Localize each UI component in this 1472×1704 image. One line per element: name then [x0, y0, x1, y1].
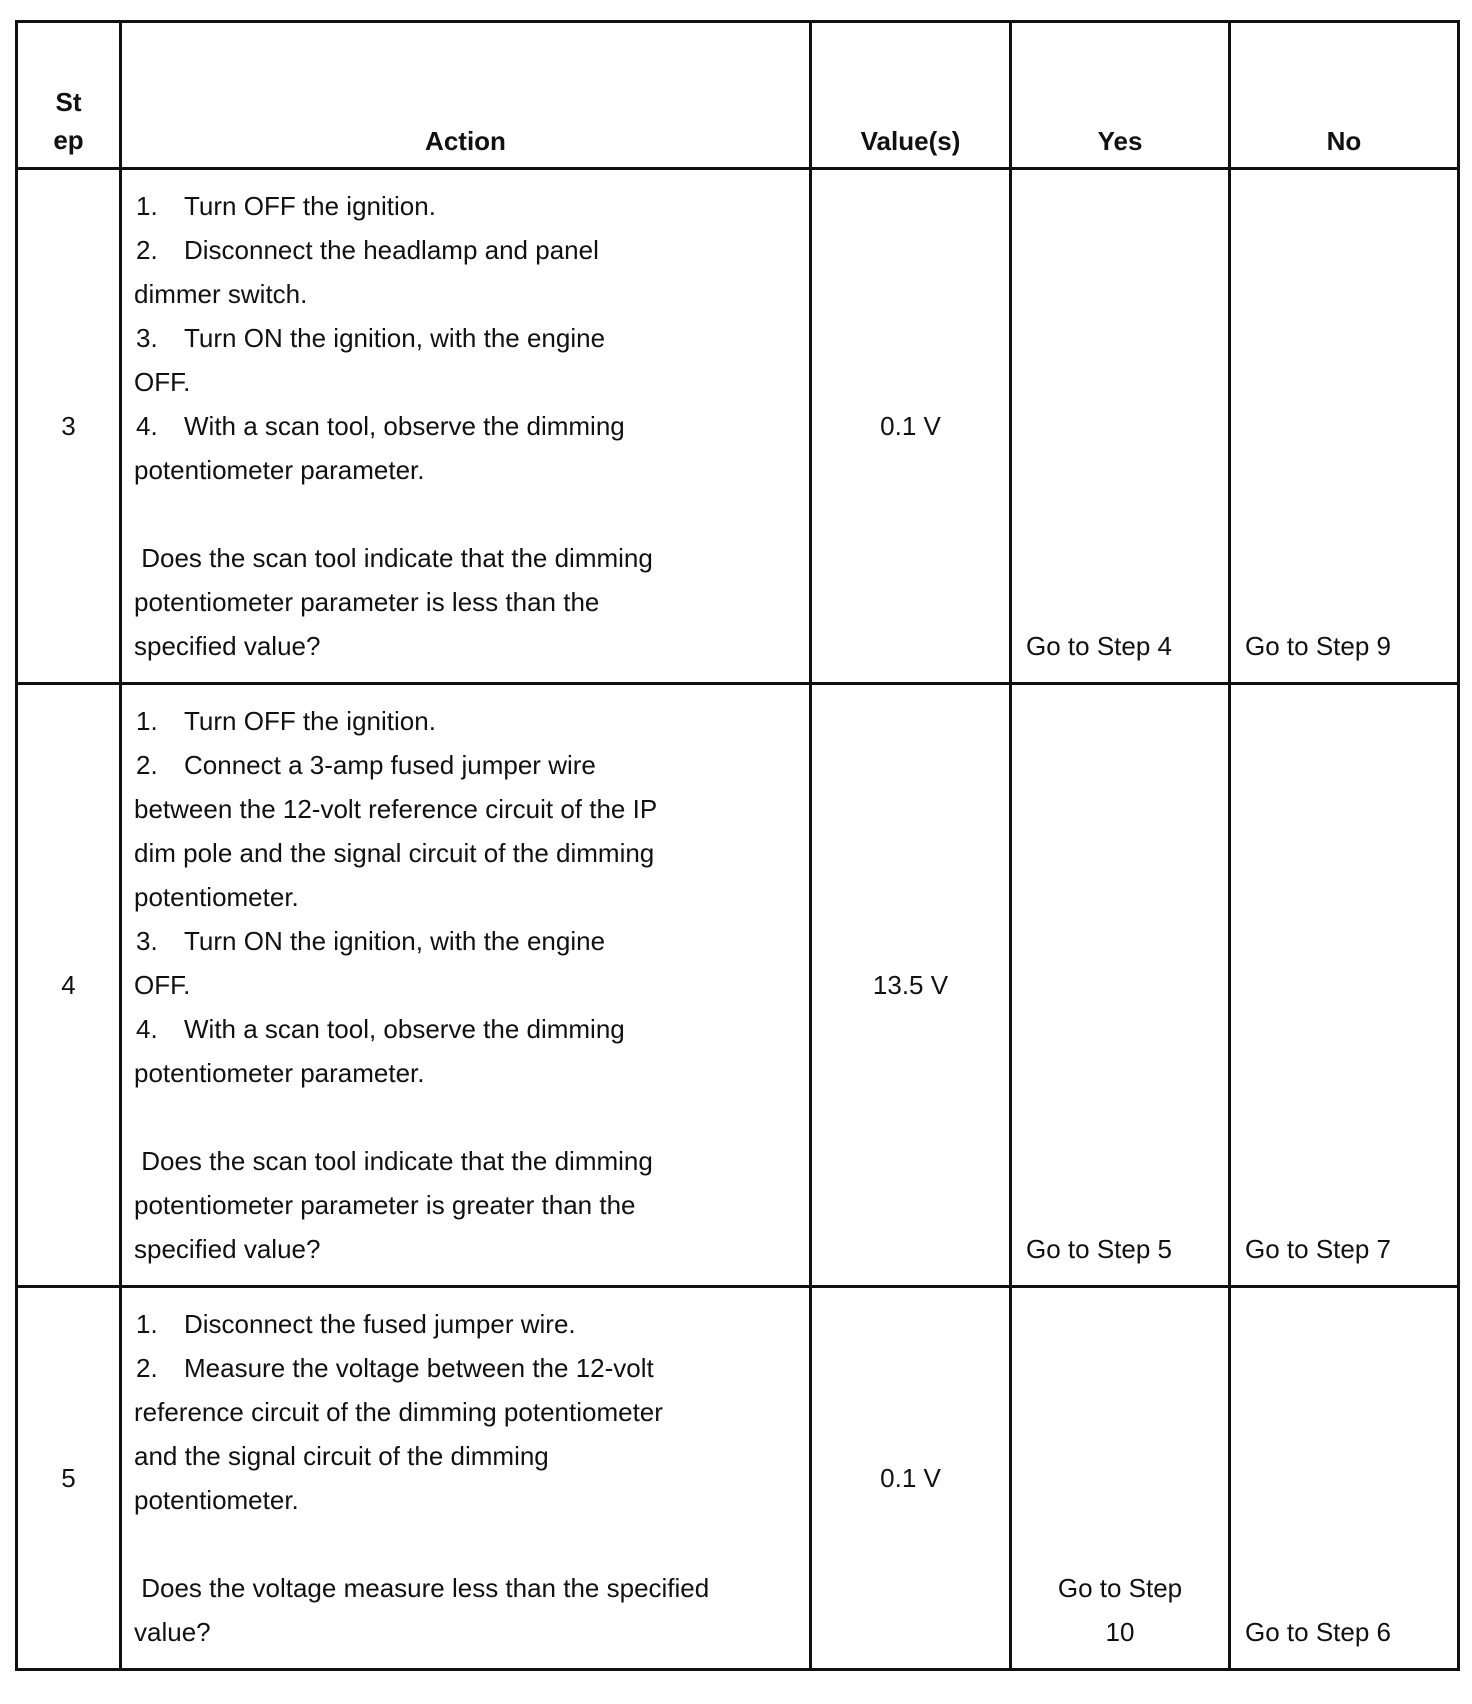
action-line: 1. Turn OFF the ignition. — [136, 706, 436, 736]
yes-text-line1: Go to Step — [1057, 1573, 1183, 1603]
yes-text: Go to Step 4 — [1026, 631, 1172, 661]
action-line: potentiometer. — [134, 882, 299, 912]
action-line: OFF. — [134, 367, 191, 397]
action-line: 1. Turn OFF the ignition. — [136, 191, 436, 221]
action-line: reference circuit of the dimming potentiometer — [134, 1397, 663, 1427]
no-cell: Go to Step 7 — [1230, 684, 1459, 1287]
action-line: 2. Disconnect the headlamp and panel — [136, 235, 599, 265]
header-step-line1: St — [55, 87, 82, 117]
no-cell: Go to Step 6 — [1230, 1287, 1459, 1670]
action-line: 2. Measure the voltage between the 12-volt — [136, 1353, 654, 1383]
header-values: Value(s) — [811, 22, 1011, 169]
value-cell: 0.1 V — [811, 1287, 1011, 1670]
action-line: potentiometer parameter. — [134, 1058, 425, 1088]
action-line: 1. Disconnect the fused jumper wire. — [136, 1309, 576, 1339]
action-line: dimmer switch. — [134, 279, 308, 309]
table-row — [17, 169, 1459, 684]
header-yes: Yes — [1011, 22, 1230, 169]
diagnostic-table-container — [15, 20, 1457, 1671]
no-cell: Go to Step 9 — [1230, 169, 1459, 684]
question-line: Does the scan tool indicate that the dimming — [134, 543, 653, 573]
question-line: Does the voltage measure less than the specified — [134, 1573, 710, 1603]
action-line: dim pole and the signal circuit of the dimming — [134, 838, 655, 868]
header-action: Action — [121, 22, 811, 169]
action-cell — [121, 169, 811, 684]
action-line: between the 12-volt reference circuit of the IP — [134, 794, 658, 824]
yes-cell — [1011, 1287, 1230, 1670]
header-no: No — [1230, 22, 1459, 169]
header-row — [17, 22, 1459, 169]
action-line: 3. Turn ON the ignition, with the engine — [136, 323, 606, 353]
question-line: potentiometer parameter is greater than the — [134, 1190, 636, 1220]
action-line: 4. With a scan tool, observe the dimming — [136, 411, 625, 441]
action-line: 2. Connect a 3-amp fused jumper wire — [136, 750, 596, 780]
yes-text: Go to Step 5 — [1026, 1234, 1172, 1264]
question-line: value? — [134, 1617, 211, 1647]
question-line: potentiometer parameter is less than the — [134, 587, 600, 617]
action-line: 4. With a scan tool, observe the dimming — [136, 1014, 625, 1044]
action-line: and the signal circuit of the dimming — [134, 1441, 549, 1471]
header-step-line2: ep — [53, 125, 84, 155]
question-line: Does the scan tool indicate that the dimming — [134, 1146, 653, 1176]
step-number: 4 — [17, 684, 121, 1287]
yes-cell — [1011, 169, 1230, 684]
question-line: specified value? — [134, 631, 321, 661]
value-cell: 0.1 V — [811, 169, 1011, 684]
question-line: specified value? — [134, 1234, 321, 1264]
table-row — [17, 1287, 1459, 1670]
action-line: OFF. — [134, 970, 191, 1000]
step-number: 5 — [17, 1287, 121, 1670]
header-step — [17, 22, 121, 169]
action-cell — [121, 1287, 811, 1670]
action-line: potentiometer parameter. — [134, 455, 425, 485]
table-row — [17, 684, 1459, 1287]
yes-text-line2: 10 — [1105, 1617, 1135, 1647]
value-cell: 13.5 V — [811, 684, 1011, 1287]
yes-cell — [1011, 684, 1230, 1287]
action-line: potentiometer. — [134, 1485, 299, 1515]
diagnostic-table — [15, 20, 1460, 1671]
action-cell — [121, 684, 811, 1287]
action-line: 3. Turn ON the ignition, with the engine — [136, 926, 606, 956]
step-number: 3 — [17, 169, 121, 684]
